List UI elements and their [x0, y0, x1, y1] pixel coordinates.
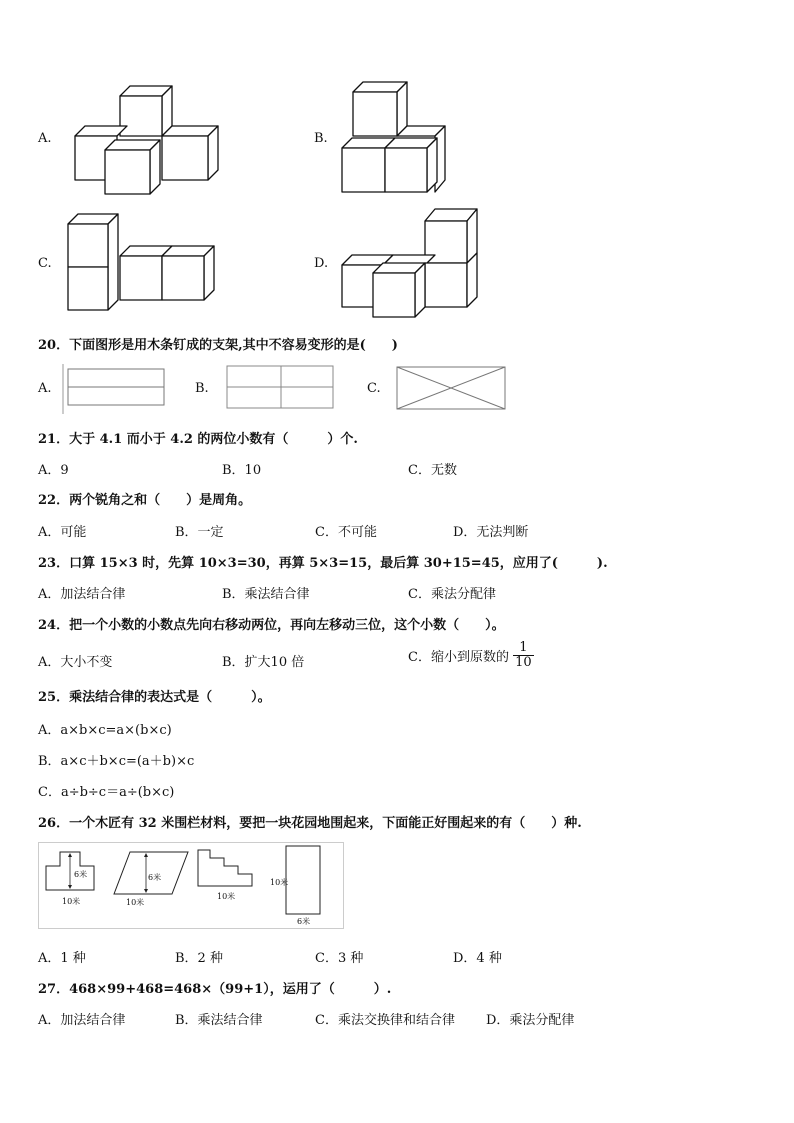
q24-fraction-denominator: 10 — [515, 655, 532, 670]
q19-option-b-figure — [335, 80, 455, 200]
q21-option-a[interactable]: A．9 — [38, 463, 69, 478]
q22-option-b[interactable]: B．一定 — [175, 525, 224, 540]
q26-option-c[interactable]: C．3 种 — [315, 951, 364, 966]
q19-option-c-figure — [60, 206, 220, 316]
q26-fig4-width-label: 6米 — [297, 917, 311, 926]
q19-option-a-label: A. — [38, 131, 52, 146]
q25-option-b[interactable]: B．a×c＋b×c=(a＋b)×c — [38, 754, 195, 769]
q22-stem: 22．两个锐角之和（ ）是周角。 — [38, 493, 252, 508]
q19-option-b-label: B. — [314, 131, 328, 146]
q24-stem: 24．把一个小数的小数点先向右移动两位，再向左移动三位，这个小数（ ）。 — [38, 618, 505, 633]
q24-option-b[interactable]: B．扩大10 倍 — [222, 655, 305, 670]
q23-option-a[interactable]: A．加法结合律 — [38, 587, 126, 602]
q26-fig1-width-label: 10米 — [62, 897, 81, 906]
q25-option-a[interactable]: A．a×b×c=a×(b×c) — [38, 723, 172, 738]
q20-option-c-figure — [396, 366, 508, 412]
q20-option-a-figure — [60, 364, 170, 414]
q26-fig4-height-label: 10米 — [270, 878, 289, 887]
q20-stem: 20．下面图形是用木条钉成的支架,其中不容易变形的是( ) — [38, 338, 398, 353]
q27-option-c[interactable]: C．乘法交换律和结合律 — [315, 1013, 455, 1028]
q21-stem: 21．大于 4.1 而小于 4.2 的两位小数有（ ）个. — [38, 432, 358, 447]
q26-option-d[interactable]: D．4 种 — [453, 951, 502, 966]
q23-option-c[interactable]: C．乘法分配律 — [408, 587, 496, 602]
q19-option-c-label: C. — [38, 256, 52, 271]
q26-option-a[interactable]: A．1 种 — [38, 951, 86, 966]
q27-option-d[interactable]: D．乘法分配律 — [486, 1013, 575, 1028]
q23-option-b[interactable]: B．乘法结合律 — [222, 587, 310, 602]
q20-option-b-label: B. — [195, 381, 209, 396]
q26-fig1-height-label: 6米 — [74, 870, 88, 879]
q26-fig2-height-label: 6米 — [148, 873, 162, 882]
q26-stem: 26．一个木匠有 32 米围栏材料，要把一块花园地围起来，下面能正好围起来的有（ ）种. — [38, 816, 582, 831]
q21-option-c[interactable]: C．无数 — [408, 463, 457, 478]
q20-option-c-label: C. — [367, 381, 381, 396]
q19-option-d-figure — [335, 205, 485, 320]
q24-fraction — [513, 641, 534, 670]
q24-option-c-text: C．缩小到原数的 — [408, 650, 509, 665]
q19-option-d-label: D. — [314, 256, 329, 271]
q24-fraction-numerator: 1 — [513, 641, 534, 656]
q25-option-c[interactable]: C．a÷b÷c＝a÷(b×c) — [38, 785, 175, 800]
q20-option-b-figure — [226, 365, 336, 411]
q27-option-a[interactable]: A．加法结合律 — [38, 1013, 126, 1028]
q24-option-a[interactable]: A．大小不变 — [38, 655, 113, 670]
q22-option-c[interactable]: C．不可能 — [315, 525, 377, 540]
q19-option-a-figure — [60, 80, 230, 200]
q26-fig2-width-label: 10米 — [126, 898, 145, 907]
q22-option-d[interactable]: D．无法判断 — [453, 525, 529, 540]
q23-stem: 23．口算 15×3 时，先算 10×3=30，再算 5×3=15，最后算 30+15=45，应用了( ). — [38, 556, 608, 571]
q27-option-b[interactable]: B．乘法结合律 — [175, 1013, 263, 1028]
q26-fig3-width-label: 10米 — [217, 892, 236, 901]
q21-option-b[interactable]: B．10 — [222, 463, 262, 478]
q20-option-a-label: A. — [38, 381, 52, 396]
q26-option-b[interactable]: B．2 种 — [175, 951, 223, 966]
q22-option-a[interactable]: A．可能 — [38, 525, 87, 540]
q24-option-c[interactable] — [408, 641, 534, 670]
q25-stem: 25．乘法结合律的表达式是（ ）。 — [38, 690, 271, 705]
q27-stem: 27．468×99+468=468×（99+1），运用了（ ）. — [38, 982, 392, 997]
